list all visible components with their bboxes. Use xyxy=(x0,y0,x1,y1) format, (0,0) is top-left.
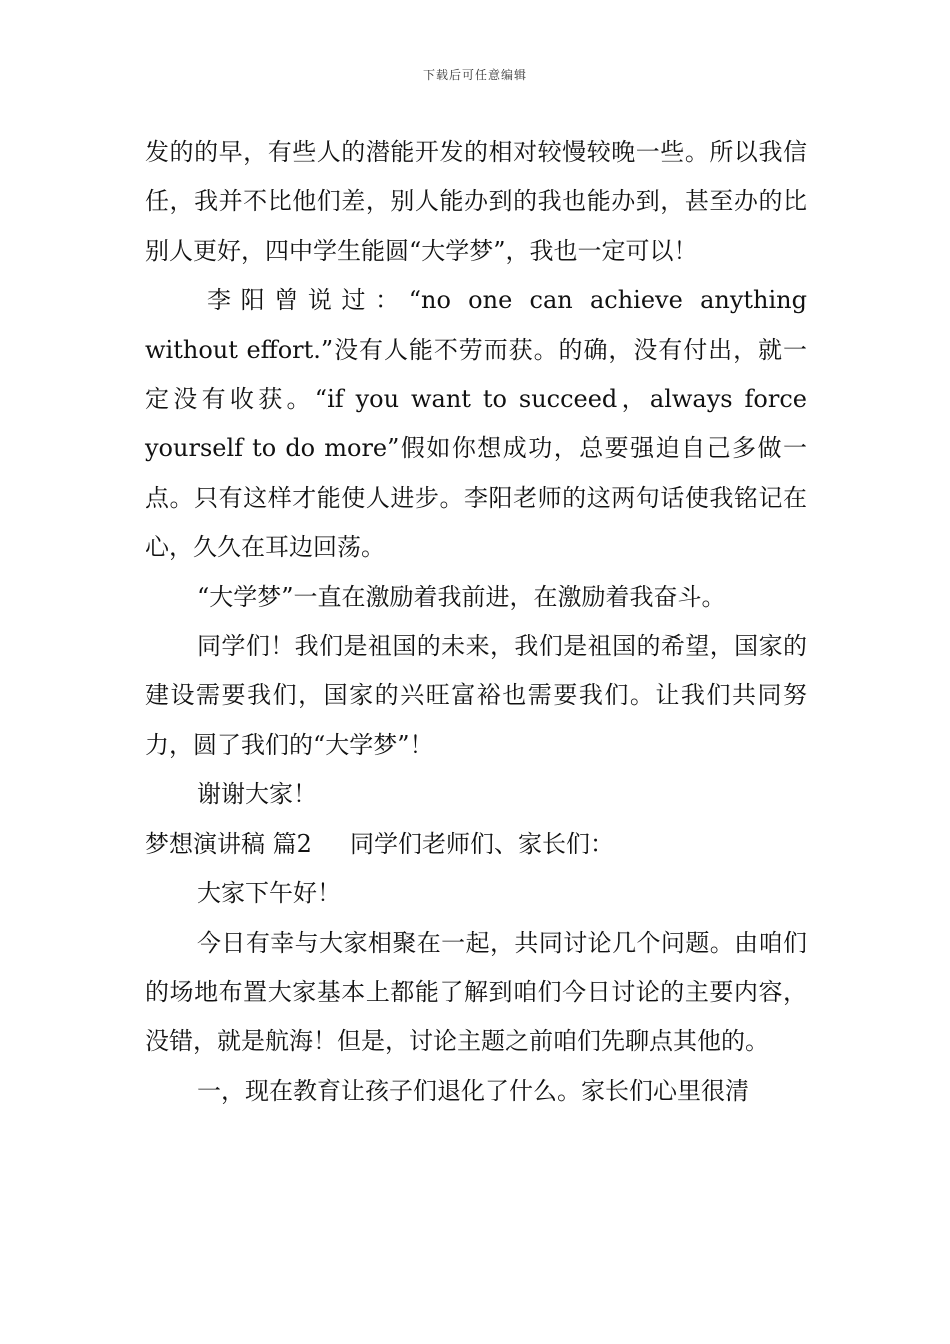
paragraph-5: 谢谢大家！ xyxy=(197,780,317,809)
paragraph-1: 发的的早，有些人的潜能开发的相对较慢较晚一些。所以我信任，我并不比他们差，别人能办到的我也能办到，甚至办的比别人更好，四中学生能圆“大学梦”，我也一定可以！ xyxy=(145,138,807,265)
paragraph-8: 一，现在教育让孩子们退化了什么。家长们心里很清 xyxy=(197,1076,749,1105)
section-heading: 梦想演讲稿 篇2 同学们老师们、家长们： xyxy=(145,829,615,858)
paragraph-7: 今日有幸与大家相聚在一起，共同讨论几个问题。由咱们的场地布置大家基本上都能了解到咱们今日讨论的主要内容，没错，就是航海！但是，讨论主题之前咱们先聊点其他的。 xyxy=(145,928,807,1056)
paragraph-6: 大家下午好！ xyxy=(197,879,341,908)
paragraph-4: 同学们！我们是祖国的未来，我们是祖国的希望，国家的建设需要我们，国家的兴旺富裕也需要我们。让我们共同努力，圆了我们的“大学梦”！ xyxy=(145,632,807,759)
page-header: 下载后可任意编辑 xyxy=(422,68,527,82)
paragraph-2: 李阳曾说过：“no one can achieve anything without effort.”没有人能不劳而获。的确，没有付出，就一定没有收获。“if you want to succeed，always force yourself to do more”假如你想成功，总要强迫自己多做一点。只有这样才能使人进步。李阳老师的这两句话使我铭记在心，久久在耳边回荡。 xyxy=(145,286,807,562)
document-body xyxy=(145,128,807,1116)
paragraph-3: “大学梦”一直在激励着我前进，在激励着我奋斗。 xyxy=(197,582,726,611)
